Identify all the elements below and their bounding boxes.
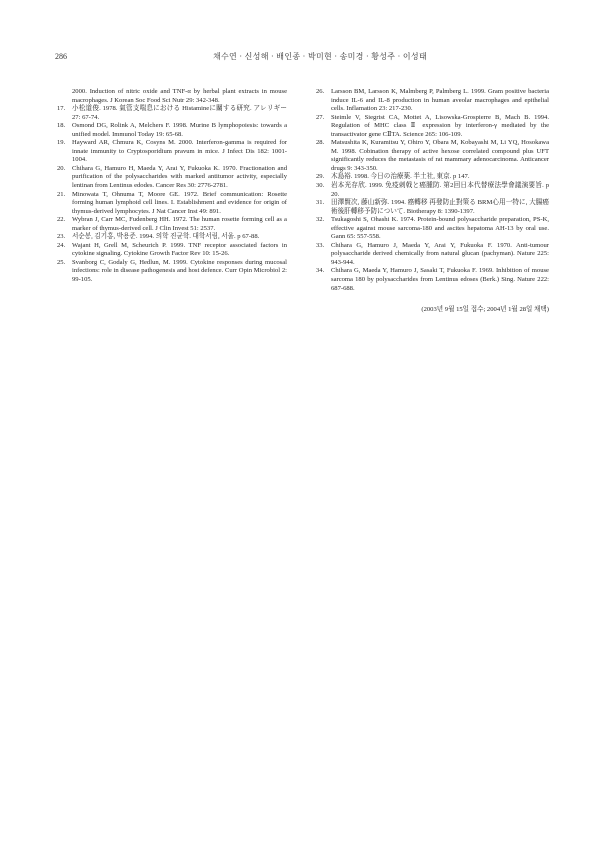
reference-number: 32. <box>316 216 325 224</box>
reference-text: Svanborg C, Godaly G, Hedlun, M. 1999. Cytokine responses during mucosal infections: role in disease pathogenesis and host defence. Curr Opin Microbiol 2: 99-105. <box>72 258 287 284</box>
right-reference-list <box>316 88 549 293</box>
reference-item <box>57 191 287 217</box>
reference-number: 23. <box>57 233 66 241</box>
reference-number: 28. <box>316 139 325 147</box>
reference-text: Steimle V, Siegrist CA, Mottet A, Lisowska-Grospierre B, Mach B. 1994. Regulation of MHC class Ⅱ expression by interferon-γ mediated by the transactivator gene CⅡTA. Science 265: 106-109. <box>331 113 549 138</box>
received-accepted-dates: (2003년 9월 15일 접수; 2004년 1월 28일 채택) <box>421 306 549 313</box>
reference-item <box>316 216 549 242</box>
reference-number: 18. <box>57 122 66 130</box>
reference-text: 田澤賢次, 藤山新弥. 1994. 癌轉移 再發防止對策る BRM心用一特に, 大腸癌術後肝轉移予防について. Biotherapy 8: 1390-1397. <box>331 199 549 215</box>
reference-number: 22. <box>57 216 66 224</box>
reference-number: 26. <box>316 88 325 95</box>
reference-item <box>57 105 287 122</box>
reference-number: 30. <box>316 182 325 190</box>
reference-text: Matsushita K, Kuramitsu Y, Ohiro Y, Obara M, Kobayashi M, Li YQ, Hosokawa M. 1998. Cobination therapy of active hexose correlated compound plus UFT significantly reduces the metastasis of rat mammary adenocarcinoma. Anticancer drugs 9: 343-350. <box>331 139 549 172</box>
reference-number: 25. <box>57 258 66 266</box>
reference-text: Chihara G, Maeda Y, Hamuro J, Sasaki T, Fukuoka F. 1969. Inhibition of mouse sarcoma 180 by polysaccharides from Lentinus edoses (Berk.) Sing. Nature 222: 687-688. <box>331 267 549 292</box>
reference-text: 2000. Induction of nitric oxide and TNF-α by herbal plant extracts in mouse macrophages. J Korean Soc Food Sci Nutr 29: 342-348. <box>72 88 287 104</box>
reference-item <box>57 242 287 259</box>
reference-number: 34. <box>316 267 325 275</box>
reference-text: Wajant H, Grell M, Scheurich P. 1999. TNF receptor associated factors in cytokine signaling. Cytokine Growth Factor Rev 10: 15-26. <box>72 241 287 258</box>
page-number: 286 <box>55 52 67 61</box>
reference-number: 31. <box>316 199 325 207</box>
reference-number: 21. <box>57 190 66 198</box>
reference-continuation <box>57 88 287 105</box>
reference-number: 27. <box>316 113 325 121</box>
reference-item <box>316 114 549 140</box>
reference-item <box>57 165 287 191</box>
reference-number: 29. <box>316 173 325 181</box>
reference-text: Wybran J, Carr MC, Fudenberg HH. 1972. The human rosette forming cell as a marker of thymus-derived cell. J Clin Invest 51: 2537. <box>72 216 287 232</box>
left-column <box>57 88 287 285</box>
reference-text: Larsson BM, Larsson K, Malmberg P, Palmberg L. 1999. Gram positive bacteria induce IL-6 and IL-8 production in human aveolar macrophages and epithelial cells. Inflamation 23: 217-230. <box>331 88 549 113</box>
reference-item <box>57 139 287 165</box>
reference-item <box>57 233 287 242</box>
reference-text: Osmond DG, Rolink A, Melchers F. 1998. Murine B lymphopoiesis: towards a unified model. Immunol Today 19: 65-68. <box>72 122 287 138</box>
reference-text: Hayward AR, Chmura K, Cosyns M. 2000. Interferon-gamma is required for innate immunity to Cryptosporidium pravum in mice. J Infect Dis 182: 1001-1004. <box>72 139 287 164</box>
reference-item <box>57 216 287 233</box>
reference-item <box>316 139 549 173</box>
reference-text: 서순봉, 김기홍, 박용준. 1994. 의학 진균학. 대학서림, 서울. p 67-88. <box>72 233 260 241</box>
reference-number: 20. <box>57 164 66 172</box>
reference-number: 17. <box>57 105 66 113</box>
reference-item <box>316 182 549 199</box>
reference-text: 小松道俊. 1978. 氣管支喘息における Histamineに關する研究. アレリギー 27: 67-74. <box>72 105 287 121</box>
reference-item <box>57 122 287 139</box>
right-column <box>316 88 549 293</box>
running-head-authors: 채수연 · 신성해 · 배인종 · 박미현 · 송미경 · 황성주 · 이성태 <box>213 52 427 61</box>
reference-text: Minowata T, Ohnuma T, Moore GE. 1972. Brief communication: Rosette forming human lymphoid cell lines. I. Establishment and evidence for origin of thymus-derived lymphocytes. J Nat Cancer Inst 49: 891. <box>72 190 287 215</box>
reference-text: 木島裕. 1998. 今日の治療薬. 半土社, 東京. p 147. <box>331 173 470 181</box>
reference-text: 岩本光存欣. 1999. 免疫刺戟と癌腫防. 第2回日本代替療法學會議演要旨. p 20. <box>331 182 549 198</box>
reference-item <box>316 199 549 216</box>
reference-item <box>316 267 549 293</box>
reference-item <box>57 259 287 285</box>
reference-item <box>316 242 549 268</box>
reference-number: 24. <box>57 241 66 249</box>
reference-number: 33. <box>316 241 325 249</box>
reference-text: Chihara G, Hamuro J, Maeda Y, Arai Y, Fukuoka F. 1970. Anti-tumour polysaccharide derived chemically from natural glucan (pachyman). Nature 225: 943-944. <box>331 241 549 266</box>
left-reference-list <box>57 105 287 284</box>
reference-item <box>316 88 549 114</box>
reference-text: Chihara G, Hamuro H, Maeda Y, Arai Y, Fukuoka K. 1970. Fractionation and purification of the polysaccharides with marked antitumor activity, especially lentinan from Lentinus edodes. Cancer Res 30: 2776-2781. <box>72 164 287 190</box>
reference-text: Tsukagoshi S, Ohashi K. 1974. Protein-bound polysaccharide preparation, PS-K, effective against mouse sarcoma-180 and ascites hepatoma AH-13 by oral use. Gann 65: 557-558. <box>331 216 549 241</box>
reference-item <box>316 173 549 182</box>
reference-number: 19. <box>57 139 66 147</box>
